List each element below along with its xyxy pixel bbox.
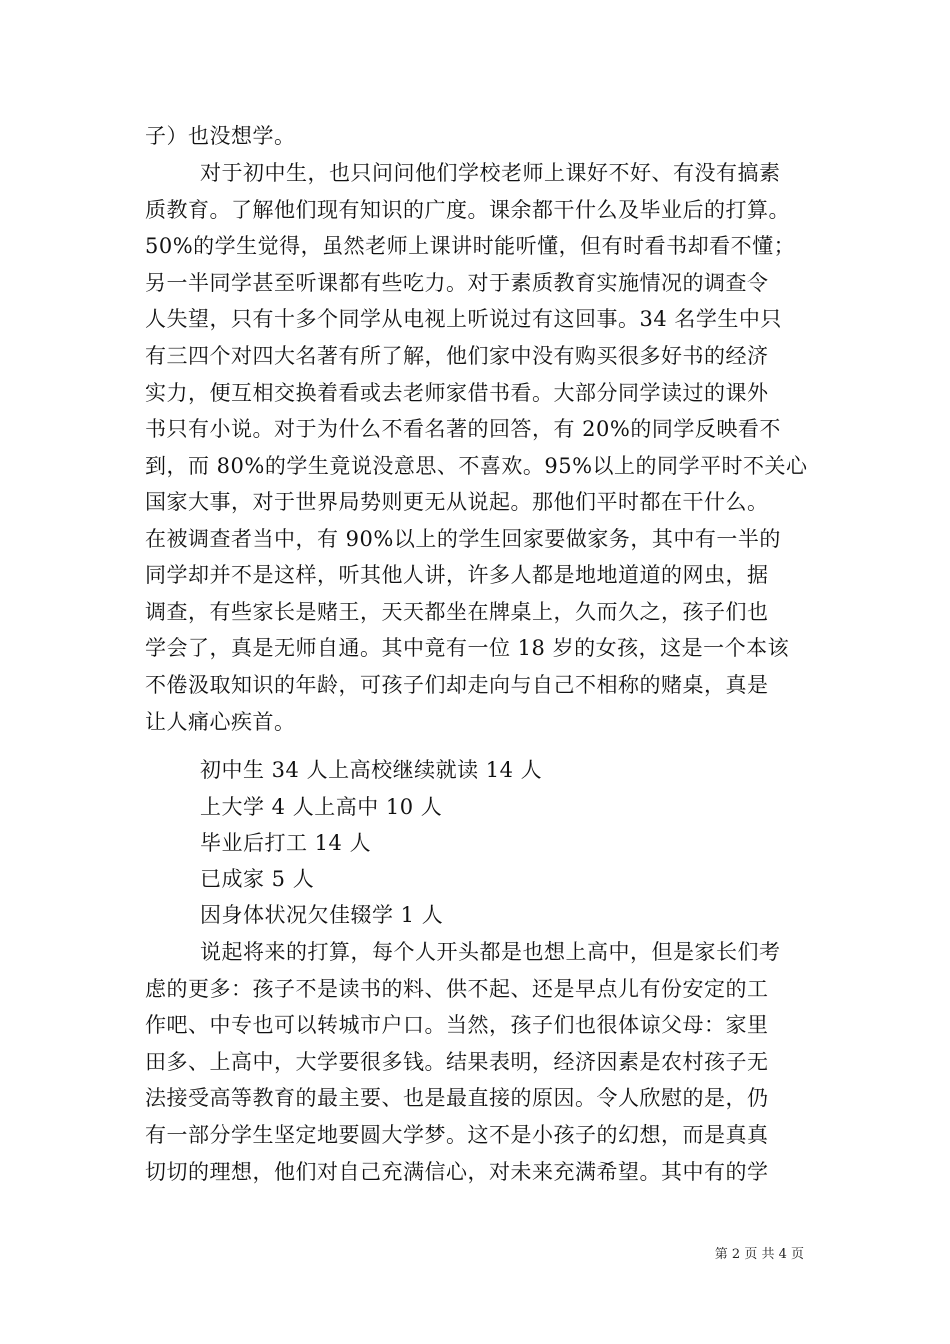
text-line: 调查，有些家长是赌王，天天都坐在牌桌上，久而久之，孩子们也	[145, 600, 769, 624]
text-line: 子）也没想学。	[145, 124, 296, 148]
text-line: 让人痛心疾首。	[145, 710, 296, 734]
text-line: 说起将来的打算，每个人开头都是也想上高中，但是家长们考	[200, 940, 781, 964]
text-line: 国家大事，对于世界局势则更无从说起。那他们平时都在干什么。	[145, 490, 769, 514]
text-line: 有三四个对四大名著有所了解，他们家中没有购买很多好书的经济	[145, 344, 769, 368]
text-line: 不倦汲取知识的年龄，可孩子们却走向与自己不相称的赌桌，真是	[145, 673, 769, 697]
text-line: 作吧、中专也可以转城市户口。当然，孩子们也很体谅父母：家里	[145, 1013, 769, 1037]
stat-line: 因身体状况欠佳辍学 1 人	[200, 903, 444, 927]
text-line: 学会了，真是无师自通。其中竟有一位 18 岁的女孩，这是一个本该	[145, 636, 790, 660]
text-line: 50%的学生觉得，虽然老师上课讲时能听懂，但有时看书却看不懂；	[145, 234, 796, 258]
page-number: 第 2 页 共 4 页	[714, 1247, 804, 1262]
text-line: 法接受高等教育的最主要、也是最直接的原因。令人欣慰的是，仍	[145, 1086, 769, 1110]
stat-line: 毕业后打工 14 人	[200, 831, 372, 855]
text-line: 实力，便互相交换着看或去老师家借书看。大部分同学读过的课外	[145, 381, 769, 405]
stat-line: 初中生 34 人上高校继续就读 14 人	[200, 758, 543, 782]
text-line: 到，而 80%的学生竟说没意思、不喜欢。95%以上的同学平时不关心	[145, 454, 808, 478]
text-line: 对于初中生，也只问问他们学校老师上课好不好、有没有搞素	[200, 161, 781, 185]
text-line: 田多、上高中，大学要很多钱。结果表明，经济因素是农村孩子无	[145, 1050, 769, 1074]
stat-line: 已成家 5 人	[200, 867, 315, 891]
text-line: 人失望，只有十多个同学从电视上听说过有这回事。34 名学生中只	[145, 307, 782, 331]
text-line: 同学却并不是这样，听其他人讲，许多人都是地地道道的网虫，据	[145, 563, 769, 587]
text-line: 虑的更多：孩子不是读书的料、供不起、还是早点儿有份安定的工	[145, 977, 769, 1001]
text-line: 另一半同学甚至听课都有些吃力。对于素质教育实施情况的调查令	[145, 271, 769, 295]
text-line: 在被调查者当中，有 90%以上的学生回家要做家务，其中有一半的	[145, 527, 781, 551]
stat-line: 上大学 4 人上高中 10 人	[200, 795, 443, 819]
text-line: 质教育。了解他们现有知识的广度。课余都干什么及毕业后的打算。	[145, 198, 790, 222]
text-line: 书只有小说。对于为什么不看名著的回答，有 20%的同学反映看不	[145, 417, 781, 441]
text-line: 切切的理想，他们对自己充满信心，对未来充满希望。其中有的学	[145, 1160, 769, 1184]
text-line: 有一部分学生坚定地要圆大学梦。这不是小孩子的幻想，而是真真	[145, 1123, 769, 1147]
